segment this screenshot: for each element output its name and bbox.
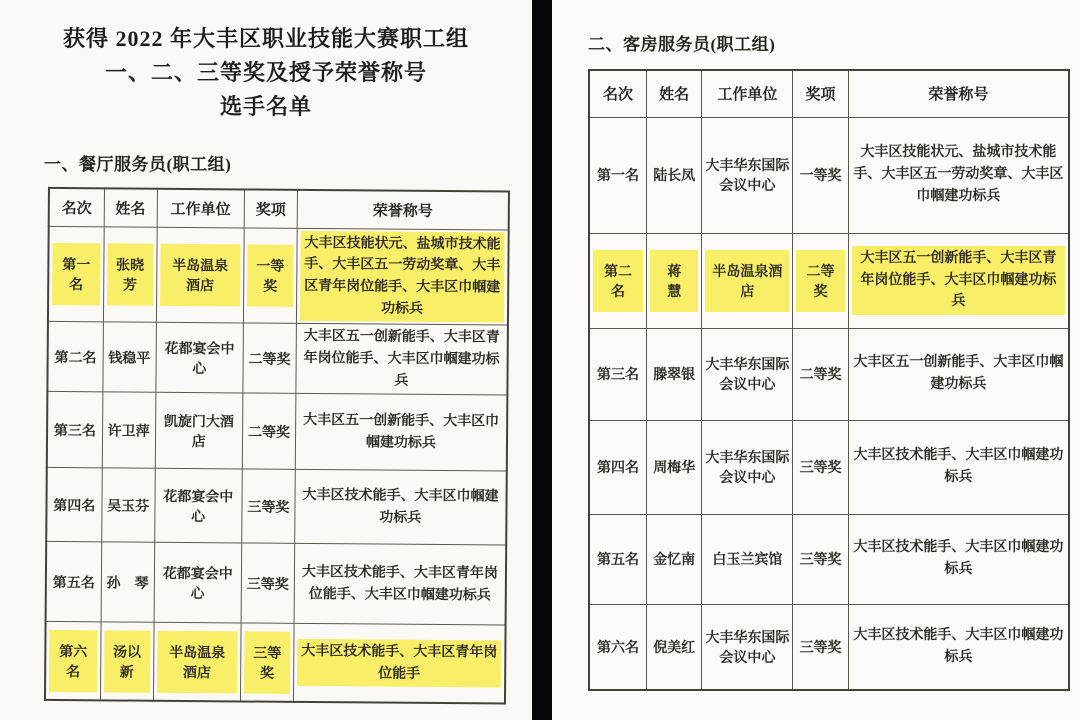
cell-honors	[296, 228, 508, 325]
cell-rank	[47, 322, 103, 392]
cell-text: 大丰区五一创新能手、大丰区巾帼建功标兵	[303, 413, 500, 451]
column-header: 荣誉称号	[848, 70, 1069, 117]
highlighted-text: 大丰区五一创新能手、大丰区青年岗位能手、大丰区巾帼建功标兵	[852, 246, 1065, 315]
cell-honors	[295, 394, 507, 472]
cell-text: 大丰华东国际会议中心	[705, 159, 790, 194]
highlighted-text: 半岛温泉酒店	[705, 250, 789, 312]
cell-rank	[589, 233, 647, 328]
cell-text: 大丰区五一创新能手、大丰区青年岗位能手、大丰区巾帼建功标兵	[303, 329, 500, 389]
cell-rank	[589, 420, 647, 514]
cell-text: 滕翠银	[653, 368, 696, 383]
column-header: 工作单位	[157, 189, 245, 228]
cell-text: 大丰华东国际会议中心	[705, 358, 790, 393]
highlighted-text: 半岛温泉酒店	[157, 630, 238, 693]
housekeeping-awards-table	[588, 69, 1070, 691]
cell-unit	[702, 514, 793, 604]
cell-rank	[46, 542, 102, 622]
cell-honors	[294, 544, 506, 626]
highlighted-text: 大丰区技能状元、盐城市技术能手、大丰区五一劳动奖章、大丰区青年岗位能手、大丰区巾帼建功标兵	[300, 230, 505, 322]
table-row	[48, 226, 509, 325]
cell-unit	[155, 393, 243, 470]
cell-text: 大丰华东国际会议中心	[705, 451, 790, 486]
cell-rank	[46, 468, 102, 542]
cell-name	[647, 233, 702, 328]
cell-unit	[702, 233, 793, 328]
highlighted-text: 第六名	[49, 630, 97, 692]
highlighted-text: 汤以新	[104, 630, 150, 692]
page-left	[0, 0, 532, 720]
table-row	[45, 622, 506, 704]
cell-text: 三等奖	[799, 553, 842, 568]
document-title	[0, 22, 532, 124]
highlighted-text: 二等奖	[796, 250, 844, 312]
column-header: 姓名	[104, 188, 157, 226]
cell-unit	[156, 227, 244, 323]
cell-text: 第一名	[597, 169, 640, 184]
cell-text: 第三名	[53, 423, 96, 440]
cell-honors	[848, 328, 1069, 420]
page-right	[552, 0, 1080, 720]
table-row	[46, 542, 507, 626]
cell-text: 孙 琴	[106, 576, 149, 592]
cell-name	[647, 117, 702, 233]
column-header: 姓名	[647, 70, 702, 117]
cell-text: 大丰华东国际会议中心	[705, 630, 790, 666]
highlighted-text: 第二名	[593, 250, 643, 312]
cell-name	[103, 322, 156, 392]
cell-text: 大丰区技术能手、大丰区巾帼建功标兵	[302, 488, 499, 526]
cell-unit	[154, 543, 242, 624]
cell-rank	[48, 226, 104, 322]
highlighted-text: 大丰区技术能手、大丰区青年岗位能手	[297, 639, 502, 688]
cell-text: 陆长凤	[653, 169, 696, 184]
cell-text: 钱稳平	[108, 351, 151, 367]
page-separator	[532, 0, 552, 720]
cell-award	[793, 420, 848, 514]
cell-honors	[295, 470, 507, 546]
column-header: 名次	[589, 70, 647, 117]
header-row	[49, 188, 509, 230]
cell-rank	[45, 622, 101, 700]
column-header: 名次	[49, 188, 104, 226]
cell-text: 第四名	[53, 498, 96, 515]
cell-text: 大丰区技术能手、大丰区青年岗位能手、大丰区巾帼建功标兵	[301, 565, 498, 604]
cell-honors	[296, 324, 508, 396]
cell-honors	[848, 514, 1069, 604]
column-header: 荣誉称号	[297, 190, 509, 230]
cell-award	[793, 604, 848, 690]
cell-award	[793, 514, 848, 604]
cell-text: 白玉兰宾馆	[712, 553, 783, 568]
cell-honors	[848, 117, 1069, 233]
cell-unit	[702, 604, 793, 690]
cell-award	[243, 227, 297, 323]
cell-award	[243, 323, 296, 393]
cell-honors	[848, 420, 1069, 514]
cell-rank	[589, 117, 647, 233]
column-header: 工作单位	[702, 70, 793, 117]
cell-award	[793, 233, 848, 328]
cell-award	[242, 393, 295, 469]
highlighted-text: 一等奖	[247, 244, 293, 306]
cell-text: 大丰区技术能手、大丰区巾帼建功标兵	[853, 628, 1064, 665]
cell-name	[100, 622, 154, 700]
cell-text: 二等奖	[247, 425, 291, 441]
cell-text: 周梅华	[653, 461, 696, 476]
cell-honors	[848, 233, 1069, 328]
cell-text: 二等奖	[799, 368, 842, 383]
cell-rank	[589, 328, 647, 420]
section-title-restaurant: 一、餐厅服务员(职工组)	[44, 155, 232, 174]
table-row	[46, 468, 507, 546]
cell-name	[647, 328, 702, 420]
cell-unit	[153, 623, 241, 702]
cell-text: 花都宴会中心	[162, 566, 233, 602]
cell-text: 第五名	[597, 553, 640, 568]
cell-award	[793, 328, 848, 420]
section-title-housekeeping: 二、客房服务员(职工组)	[588, 35, 776, 54]
cell-name	[647, 420, 702, 514]
cell-text: 第四名	[597, 461, 640, 476]
title-line: 一、二、三等奖及授予荣誉称号	[104, 60, 427, 85]
column-header: 奖项	[793, 70, 848, 117]
table-row	[589, 514, 1069, 604]
cell-text: 二等奖	[248, 352, 291, 368]
table-row	[589, 117, 1069, 233]
cell-text: 第六名	[597, 640, 640, 656]
cell-text: 大丰区五一创新能手、大丰区巾帼建功标兵	[853, 355, 1064, 392]
title-line: 获得 2022 年大丰区职业技能大赛职工组	[62, 26, 469, 51]
table-row	[47, 322, 508, 396]
cell-name	[101, 468, 154, 542]
cell-name	[101, 542, 155, 622]
table-row	[589, 328, 1069, 420]
restaurant-awards-table	[44, 187, 510, 704]
highlighted-text: 张晓芳	[107, 243, 153, 305]
cell-text: 第二名	[54, 350, 97, 367]
cell-rank	[589, 604, 647, 690]
cell-text: 三等奖	[799, 461, 842, 476]
cell-text: 大丰区技术能手、大丰区巾帼建功标兵	[853, 448, 1064, 485]
cell-text: 金忆南	[653, 553, 696, 568]
cell-award	[241, 543, 295, 623]
cell-name	[103, 226, 157, 322]
cell-name	[647, 514, 702, 604]
header-row	[589, 70, 1069, 117]
table-row	[589, 233, 1069, 328]
cell-text: 三等奖	[246, 577, 289, 593]
cell-unit	[154, 469, 242, 544]
cell-rank	[47, 392, 103, 468]
cell-unit	[702, 328, 793, 420]
cell-award	[242, 469, 295, 543]
title-line: 选手名单	[219, 94, 312, 119]
cell-name	[102, 392, 155, 468]
table-row	[47, 392, 508, 472]
cell-text: 大丰区技能状元、盐城市技术能手、大丰区五一劳动奖章、大丰区巾帼建功标兵	[853, 145, 1064, 204]
cell-honors	[293, 624, 505, 704]
cell-text: 三等奖	[799, 640, 842, 656]
cell-unit	[155, 323, 243, 394]
column-header: 奖项	[244, 189, 297, 227]
cell-award	[793, 117, 848, 233]
cell-text: 许卫萍	[107, 424, 150, 440]
table-row	[589, 604, 1069, 690]
cell-text: 第五名	[52, 575, 95, 592]
highlighted-text: 三等奖	[244, 631, 290, 693]
highlighted-text: 第一名	[52, 243, 100, 305]
cell-award	[240, 623, 294, 701]
cell-rank	[589, 514, 647, 604]
cell-text: 一等奖	[799, 169, 842, 184]
cell-unit	[702, 420, 793, 514]
cell-text: 三等奖	[247, 500, 290, 516]
cell-honors	[848, 604, 1069, 690]
cell-text: 大丰区技术能手、大丰区巾帼建功标兵	[853, 540, 1064, 577]
cell-text: 花都宴会中心	[164, 341, 235, 377]
cell-unit	[702, 117, 793, 233]
cell-name	[647, 604, 702, 690]
highlighted-text: 半岛温泉酒店	[160, 244, 241, 307]
cell-text: 凯旋门大酒店	[163, 414, 234, 450]
cell-text: 花都宴会中心	[163, 489, 234, 525]
cell-text: 倪美红	[653, 640, 696, 656]
cell-text: 吴玉芬	[107, 499, 150, 515]
cell-text: 第三名	[597, 368, 640, 383]
highlighted-text: 蒋 慧	[650, 250, 698, 312]
table-row	[589, 420, 1069, 514]
